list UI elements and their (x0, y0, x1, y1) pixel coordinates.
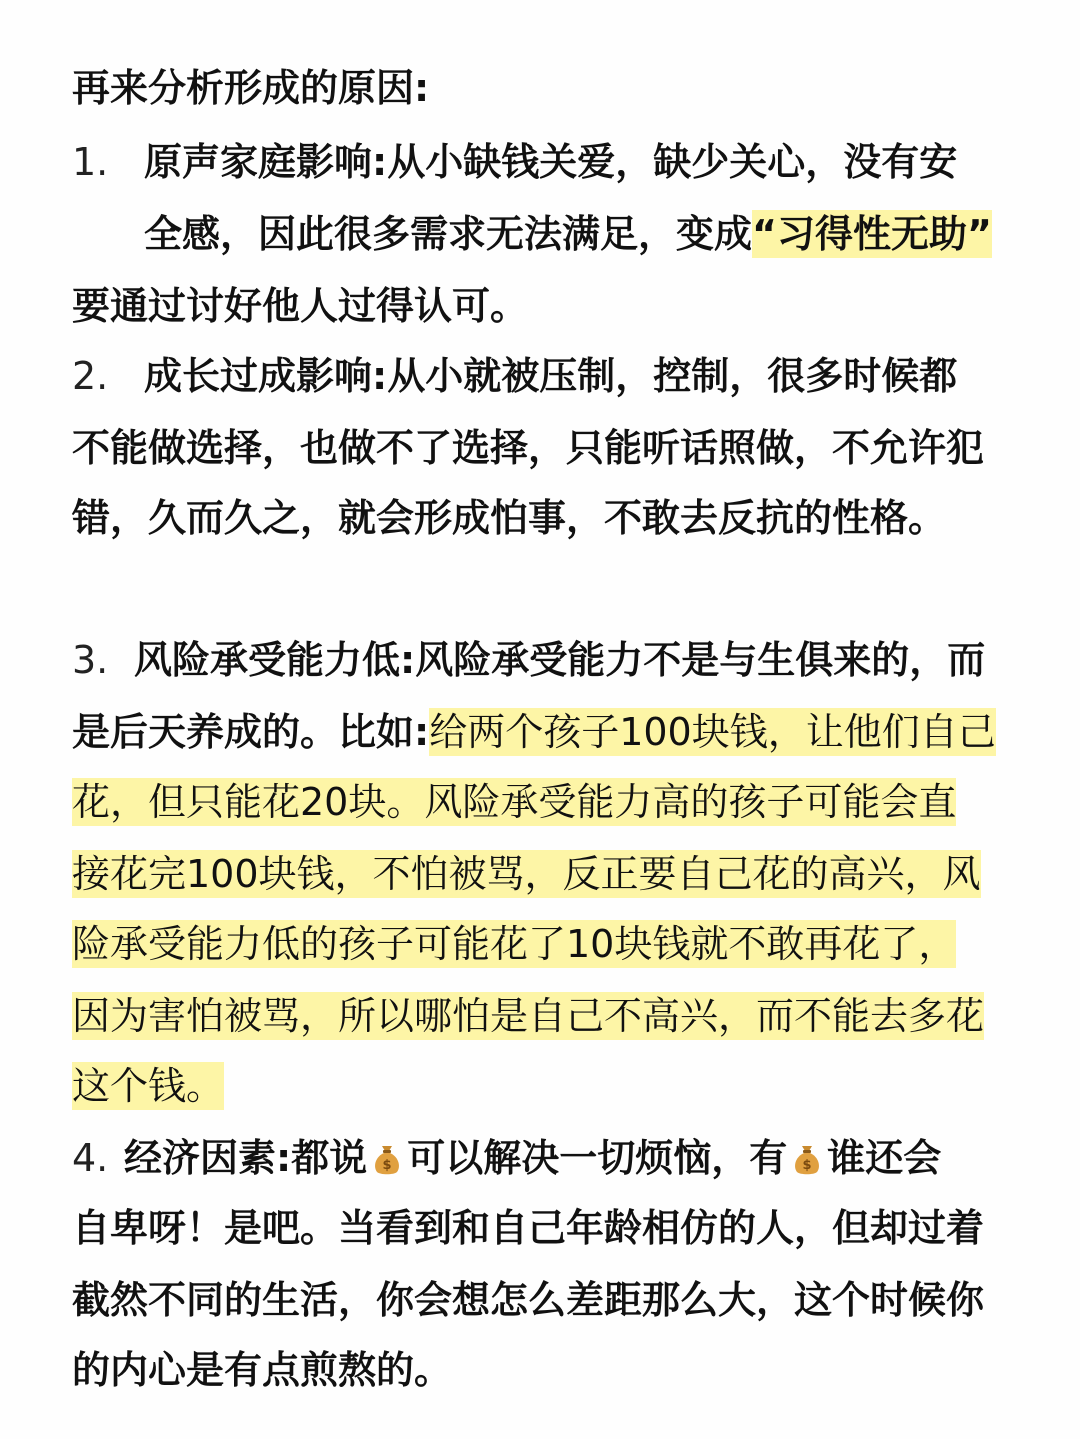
item-3-line-3 (72, 772, 956, 832)
highlight-text: 接花完100块钱，不怕被骂，反正要自己花的高兴，风 (72, 852, 981, 896)
svg-text:$: $ (382, 1158, 392, 1173)
svg-text:$: $ (802, 1158, 812, 1173)
item-4-text: 的内心是有点煎熬的。 (72, 1348, 453, 1392)
highlight-text: 给两个孩子100块钱，让他们自己 (429, 710, 996, 754)
highlight-text: “习得性无助” (752, 212, 992, 256)
item-4-line-4 (72, 1340, 452, 1400)
item-2-line-3 (72, 488, 946, 548)
item-3-line-1 (72, 630, 985, 690)
item-4-text: 谁还会 (827, 1136, 942, 1180)
item-1-title: 原声家庭影响: (144, 140, 388, 184)
item-2-text: 不能做选择，也做不了选择，只能听话照做，不允许犯 (72, 426, 985, 470)
item-4-title: 经济因素: (124, 1136, 292, 1180)
item-4-text: 可以解决一切烦恼，有 (407, 1136, 788, 1180)
item-4-line-1 (72, 1128, 941, 1188)
item-4-text: 自卑呀！是吧。当看到和自己年龄相仿的人，但却过着 (72, 1206, 985, 1250)
item-3-line-6 (72, 986, 984, 1046)
item-1-text: 从小缺钱关爱，缺少关心，没有安 (387, 140, 958, 184)
money-bag-icon (789, 1141, 825, 1177)
item-3-number: 3. (72, 638, 109, 682)
item-4-line-3 (72, 1270, 984, 1330)
item-1-number: 1. (72, 140, 109, 184)
item-1-line-3 (72, 276, 528, 336)
item-4-text: 都说 (291, 1136, 368, 1180)
item-1-line-2 (144, 204, 992, 264)
highlight-text: 因为害怕被骂，所以哪怕是自己不高兴，而不能去多花 (72, 994, 985, 1038)
item-3-title: 风险承受能力低: (134, 638, 416, 682)
item-4-text: 截然不同的生活，你会想怎么差距那么大，这个时候你 (72, 1278, 985, 1322)
item-3-line-7 (72, 1056, 224, 1116)
highlight-text: 花，但只能花20块。风险承受能力高的孩子可能会直 (72, 780, 957, 824)
item-2-text: 错，久而久之，就会形成怕事，不敢去反抗的性格。 (72, 496, 947, 540)
item-1-text: 要通过讨好他人过得认可。 (72, 284, 529, 328)
section-heading (72, 58, 429, 118)
item-1-line-1 (72, 132, 957, 192)
item-1-text: 全感，因此很多需求无法满足，变成 (144, 212, 753, 256)
item-3-line-5 (72, 914, 956, 974)
item-3-text: 风险承受能力不是与生俱来的，而 (415, 638, 986, 682)
money-bag-icon (369, 1141, 405, 1177)
item-3-line-4 (72, 844, 981, 904)
item-2-line-1 (72, 346, 957, 406)
item-4-number: 4. (72, 1136, 109, 1180)
item-3-text: 是后天养成的。比如: (72, 710, 430, 754)
item-2-line-2 (72, 418, 984, 478)
item-4-line-2 (72, 1198, 984, 1258)
heading-text: 再来分析形成的原因: (72, 66, 430, 110)
item-2-text: 从小就被压制，控制，很多时候都 (387, 354, 958, 398)
highlight-text: 这个钱。 (72, 1064, 225, 1108)
item-2-number: 2. (72, 354, 109, 398)
item-3-line-2 (72, 702, 996, 762)
item-2-title: 成长过成影响: (144, 354, 388, 398)
highlight-text: 险承受能力低的孩子可能花了10块钱就不敢再花了， (72, 922, 957, 966)
